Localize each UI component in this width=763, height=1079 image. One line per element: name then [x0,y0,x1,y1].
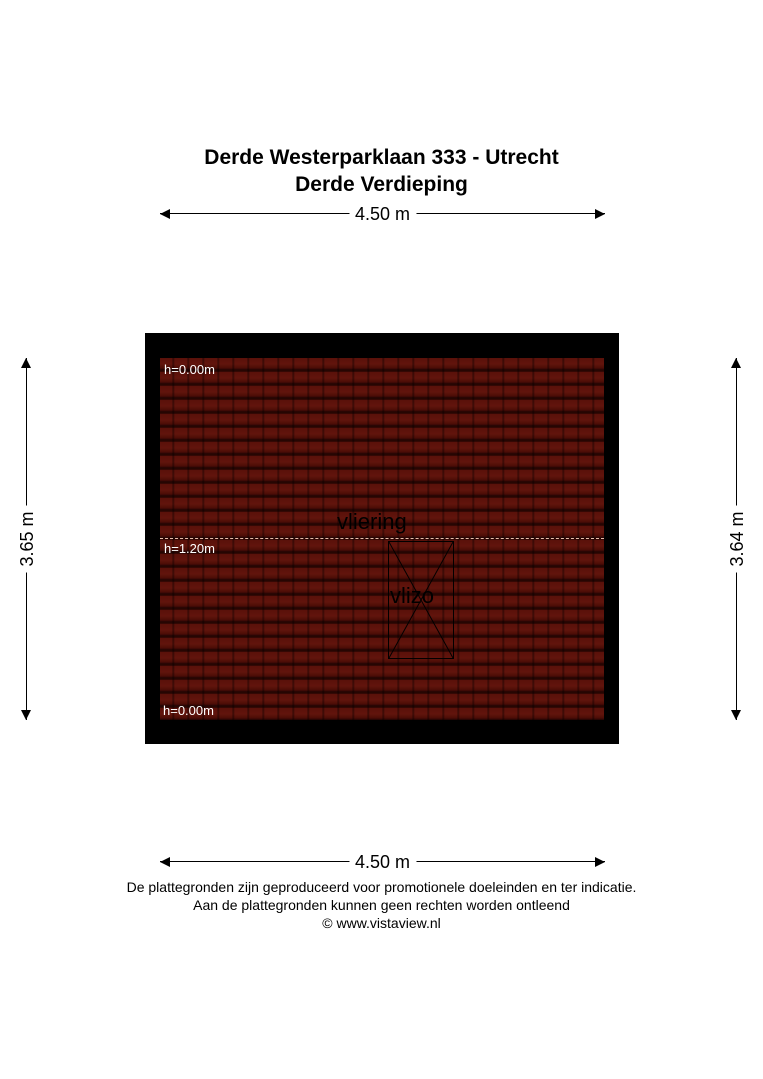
left-height-dimension [17,358,37,720]
bottom-width-label: 4.50 m [349,852,416,872]
copyright-link[interactable]: © www.vistaview.nl [322,915,441,931]
arrow-left-icon [160,209,170,219]
disclaimer-line-1: De plattegronden zijn geproduceerd voor promotionele doeleinden en ter indicatie. [126,879,637,895]
arrow-right-icon [595,857,605,867]
arrow-down-icon [21,710,31,720]
height-label-middle: h=1.20m [164,541,215,556]
hatch-label-vlizo: vlizo [390,583,435,608]
height-label-top: h=0.00m [164,362,215,377]
disclaimer-line-2: Aan de plattegronden kunnen geen rechten worden ontleend [193,897,570,913]
right-height-label: 3.64 m [727,505,747,572]
top-width-label: 4.50 m [349,204,416,224]
arrow-up-icon [21,358,31,368]
floor-title: Derde Verdieping [295,173,468,196]
height-label-bottom: h=0.00m [163,703,214,718]
top-width-dimension [160,204,605,224]
roof-area [160,358,604,720]
height-line-1-20 [160,538,604,539]
arrow-left-icon [160,857,170,867]
address-title: Derde Westerparklaan 333 - Utrecht [204,146,559,169]
arrow-down-icon [731,710,741,720]
floor-plan-walls [145,333,619,744]
arrow-up-icon [731,358,741,368]
right-height-dimension [727,358,747,720]
room-label-vliering: vliering [337,509,407,534]
left-height-label: 3.65 m [17,505,37,572]
arrow-right-icon [595,209,605,219]
bottom-width-dimension [160,852,605,872]
